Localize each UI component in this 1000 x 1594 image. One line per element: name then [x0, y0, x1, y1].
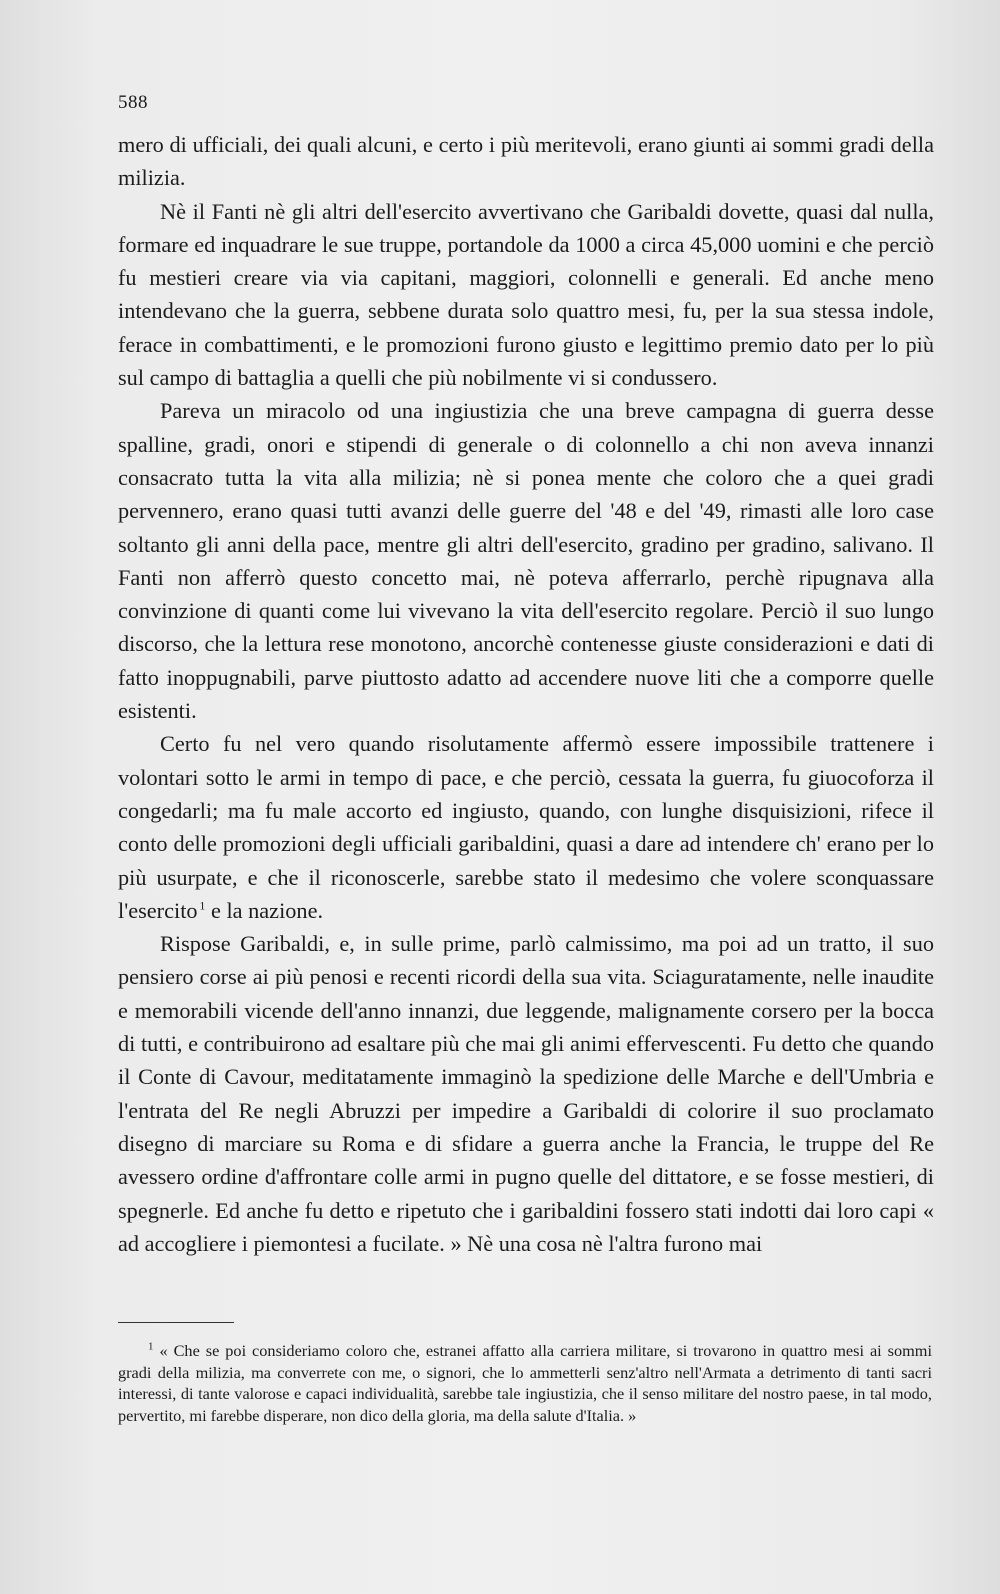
- footnote-text: « Che se poi consideriamo coloro che, estranei affatto alla carriera militare, si trovarono in quattro mesi ai sommi gradi della milizia, ma converrete con me, o signori, che lo ammetterli senz'altro nell'Armata a detrimento di tanti sacri interessi, di tante valorose e capaci individualità, sarebbe tale ingiustizia, che il senso militare del nostro paese, in tal modo, pervertito, mi farebbe disperare, non dico della gloria, ma della salute d'Italia. »: [118, 1341, 932, 1425]
- paragraph-2: Nè il Fanti nè gli altri dell'esercito avvertivano che Garibaldi dovette, quasi dal nulla, formare ed inquadrare le sue truppe, portandole da 1000 a circa 45,000 uomini e che perciò fu mestieri creare via via capitani, maggiori, colonnelli e generali. Ed anche meno intendevano che la guerra, sebbene durata solo quattro mesi, fu, per la sua stessa indole, ferace in combattimenti, e le promozioni furono giusto e legittimo premio dato per lo più sul campo di battaglia a quelli che più nobilmente vi si condussero.: [118, 198, 934, 391]
- paragraph-4-text: Certo fu nel vero quando risolutamente affermò essere impossibile trattenere i volontari sotto le armi in tempo di pace, e che perciò, cessata la guerra, fu giuocoforza il congedarli; ma fu male accorto ed ingiusto, quando, con lunghe disquisizioni, rifece il conto delle promozioni degli ufficiali garibaldini, quasi a dare ad intendere ch' erano per lo più usurpate, e che il riconoscerle, sarebbe stato il medesimo che volere sconquassare l'esercito: [118, 731, 934, 923]
- footnotes: [118, 1340, 932, 1426]
- paragraph-4-end: e la nazione.: [205, 897, 324, 923]
- page-number: 588: [118, 92, 148, 113]
- footnote-1: [118, 1340, 932, 1426]
- footnote-reference: 1: [199, 898, 206, 913]
- footnote-divider: [118, 1322, 234, 1323]
- main-text: [118, 128, 934, 1260]
- footnote-mark: 1: [148, 1340, 154, 1353]
- paragraph-1: mero di ufficiali, dei quali alcuni, e certo i più meritevoli, erano giunti ai sommi gradi della milizia.: [118, 132, 934, 191]
- paragraph-4: [118, 727, 934, 927]
- paragraph-5: Rispose Garibaldi, e, in sulle prime, parlò calmissimo, ma poi ad un tratto, il suo pensiero corse ai più penosi e recenti ricordi della sua vita. Sciaguratamente, nelle inaudite e memorabili vicende dell'anno innanzi, due leggende, malignamente corsero per la bocca di tutti, e contribuirono ad esaltare più che mai gli animi effervescenti. Fu detto che quando il Conte di Cavour, meditatamente immaginò la spedizione delle Marche e dell'Umbria e l'entrata del Re negli Abruzzi per impedire a Garibaldi di colorire il suo proclamato disegno di marciare su Roma e di sfidare a guerra anche la Francia, le truppe del Re avessero ordine d'affrontare colle armi in pugno quelle del dittatore, e se fosse mestieri, di spegnerle. Ed anche fu detto e ripetuto che i garibaldini fossero stati indotti dai loro capi « ad accogliere i piemontesi a fucilate. » Nè una cosa nè l'altra furono mai: [118, 931, 934, 1256]
- paragraph-3: Pareva un miracolo od una ingiustizia che una breve campagna di guerra desse spalline, gradi, onori e stipendi di generale o di colonnello a chi non aveva innanzi consacrato tutta la vita alla milizia; nè si ponea mente che coloro che a quei gradi pervennero, erano quasi tutti avanzi delle guerre del '48 e del '49, rimasti alle loro case soltanto gli anni della pace, mentre gli altri dell'esercito, gradino per gradino, salivano. Il Fanti non afferrò questo concetto mai, nè poteva afferrarlo, perchè ripugnava alla convinzione di quanti come lui vivevano la vita dell'esercito regolare. Perciò il suo lungo discorso, che la lettura rese monotono, ancorchè contenesse giuste considerazioni e dati di fatto inoppugnabili, parve piuttosto adatto ad accendere nuove liti che a comporre quelle esistenti.: [118, 398, 934, 724]
